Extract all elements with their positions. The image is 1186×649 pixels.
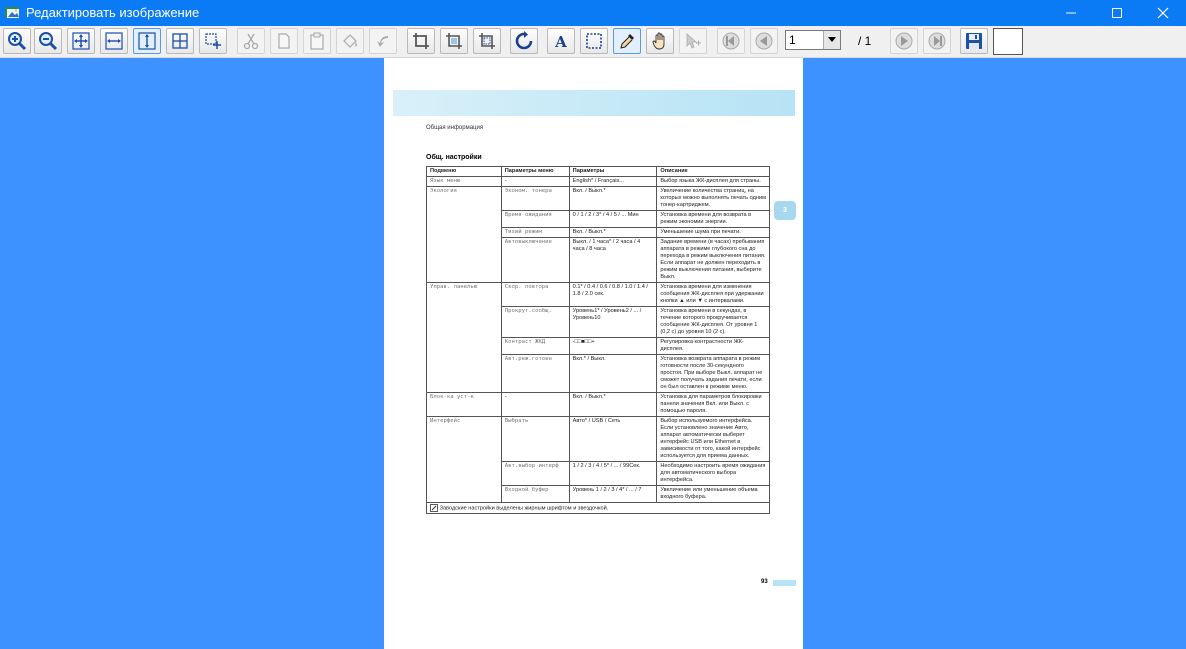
last-page-icon: [927, 31, 947, 51]
paint-bucket-icon: [340, 31, 360, 51]
table-row: [427, 187, 770, 211]
page-total: / 1: [858, 34, 872, 48]
floppy-disk-icon: [964, 31, 984, 51]
menu-param-cell: -: [501, 177, 569, 187]
cut-button[interactable]: [237, 28, 265, 54]
menu-param-cell: Контраст ЖКД: [501, 338, 569, 355]
move-page-button[interactable]: [199, 28, 227, 54]
first-page-icon: [721, 31, 741, 51]
submenu-cell: Язык меню: [427, 177, 502, 187]
paste-icon: [307, 31, 327, 51]
prev-page-button[interactable]: [750, 28, 778, 54]
menu-param-cell: Автовыключение: [501, 238, 569, 283]
fit-page-button[interactable]: [67, 28, 95, 54]
column-header: Параметры меню: [501, 167, 569, 177]
params-cell: 0.1* / 0.4 / 0.6 / 0.8 / 1.0 / 1.4 / 1.8 / 2.0 сек.: [569, 283, 657, 307]
title-bar: [0, 0, 1186, 26]
close-button[interactable]: [1140, 0, 1186, 26]
menu-param-cell: Выбрать: [501, 417, 569, 462]
fit-page-icon: [71, 31, 91, 51]
menu-param-cell: Время ожидания: [501, 211, 569, 228]
note-cell: [427, 503, 770, 514]
menu-param-cell: Входной буфер: [501, 486, 569, 503]
chapter-tab: 3: [774, 201, 796, 220]
description-cell: Установка возврата аппарата в режим готовности после 30-секундного простоя. При выборе Выкл. аппарат не сможет получать задания печати, если он был оставлен в режиме меню.: [657, 355, 770, 393]
fit-height-button[interactable]: [133, 28, 161, 54]
undo-button[interactable]: [369, 28, 397, 54]
section-title: Общая информация: [426, 125, 484, 131]
copy-button[interactable]: [270, 28, 298, 54]
grid-view-button[interactable]: [166, 28, 194, 54]
description-cell: Установка времени для изменения сообщения ЖК-дисплея при удержании кнопки ▲ или ▼ с интервалами.: [657, 283, 770, 307]
next-page-icon: [894, 31, 914, 51]
text-tool-button[interactable]: [547, 28, 575, 54]
page-number-value: 1: [789, 33, 796, 47]
params-cell: Вкл. / Выкл.*: [569, 187, 657, 211]
note-text: Заводские настройки выделены жирным шрифтом и звездочкой.: [439, 505, 609, 512]
table-row: [427, 283, 770, 307]
description-cell: Выбор используемого интерфейса. Если установлено значение Авто, аппарат автоматически выберет интерфейс USB или Ethernet в зависимости от того, какой интерфейс используется для приема данных.: [657, 417, 770, 462]
params-cell: Авто* / USB / Сеть: [569, 417, 657, 462]
menu-param-cell: -: [501, 393, 569, 417]
color-swatch[interactable]: [993, 28, 1023, 55]
description-cell: Необходимо настроить время ожидания для автоматического выбора интерфейса.: [657, 462, 770, 486]
prev-page-icon: [754, 31, 774, 51]
page-number-select[interactable]: [785, 30, 841, 50]
params-cell: Вкл. / Выкл.*: [569, 393, 657, 417]
menu-param-cell: Тихий режим: [501, 228, 569, 238]
document-page: [384, 58, 803, 649]
submenu-cell: Блок-ка уст-к: [427, 393, 502, 417]
select-tool-button[interactable]: [580, 28, 608, 54]
params-cell: Вкл. / Выкл.*: [569, 228, 657, 238]
paste-button[interactable]: [303, 28, 331, 54]
page-number: 93: [761, 579, 768, 585]
menu-param-cell: Скор. повтора: [501, 283, 569, 307]
table-note-row: [427, 503, 770, 514]
crop-select-icon: [477, 31, 497, 51]
next-page-button[interactable]: [890, 28, 918, 54]
fit-height-icon: [137, 31, 157, 51]
hand-tool-button[interactable]: [646, 28, 674, 54]
description-cell: Уменьшение шума при печати.: [657, 228, 770, 238]
column-header: Параметры: [569, 167, 657, 177]
scissors-icon: [241, 31, 261, 51]
description-cell: Установка времени в секундах, в течение которого прокручивается сообщение ЖК-дисплея. От уровня 1 (0,2 с) до уровня 10 (2 с).: [657, 307, 770, 338]
hand-icon: [650, 31, 670, 51]
move-icon: [203, 31, 223, 51]
header-band: [393, 90, 795, 116]
pointer-icon: [683, 31, 703, 51]
menu-param-cell: Прокрут.сообщ.: [501, 307, 569, 338]
description-cell: Увеличение количества страниц, на которых можно выполнять печать одним тонер-картриджем.: [657, 187, 770, 211]
minimize-button[interactable]: [1048, 0, 1094, 26]
fit-width-button[interactable]: [100, 28, 128, 54]
params-cell: Вкл.* / Выкл.: [569, 355, 657, 393]
description-cell: Увеличение или уменьшение объема входного буфера.: [657, 486, 770, 503]
eyedropper-button[interactable]: [613, 28, 641, 54]
params-cell: Выкл. / 1 часа* / 2 часа / 4 часа / 8 часа: [569, 238, 657, 283]
column-header: Описание: [657, 167, 770, 177]
table-header-row: [427, 167, 770, 177]
settings-table: [426, 166, 770, 514]
app-icon: [5, 5, 21, 20]
maximize-button[interactable]: [1094, 0, 1140, 26]
crop-button[interactable]: [407, 28, 435, 54]
submenu-cell: Управ. панелью: [427, 283, 502, 393]
table-row: [427, 417, 770, 462]
svg-text:A: A: [555, 33, 567, 51]
crop-select-button[interactable]: [473, 28, 501, 54]
save-button[interactable]: [960, 28, 988, 54]
crop-area-icon: [444, 31, 464, 51]
description-cell: Регулировка контрастности ЖК-дисплея.: [657, 338, 770, 355]
params-cell: 0 / 1 / 2 / 3* / 4 / 5 / ... Мин: [569, 211, 657, 228]
rotate-icon: [514, 31, 534, 51]
submenu-cell: Экология: [427, 187, 502, 283]
eyedropper-icon: [617, 31, 637, 51]
crop-area-button[interactable]: [440, 28, 468, 54]
params-cell: Уровень 1 / 2 / 3 / 4* / ... / 7: [569, 486, 657, 503]
fit-width-icon: [104, 31, 124, 51]
zoom-in-icon: [7, 31, 27, 51]
chevron-down-icon[interactable]: [823, 31, 840, 49]
selection-icon: [584, 31, 604, 51]
description-cell: Установка времени для возврата в режим экономии энергии.: [657, 211, 770, 228]
zoom-in-button[interactable]: [3, 28, 31, 54]
copy-icon: [274, 31, 294, 51]
note-pencil-icon: [430, 504, 438, 512]
zoom-out-icon: [38, 31, 58, 51]
rotate-button[interactable]: [510, 28, 538, 54]
toolbar: [0, 26, 1186, 58]
submenu-cell: Интерфейс: [427, 417, 502, 503]
column-header: Подменю: [427, 167, 502, 177]
params-cell: Уровень1* / Уровень2 / ... / Уровень10: [569, 307, 657, 338]
first-page-button[interactable]: [717, 28, 745, 54]
undo-icon: [373, 31, 393, 51]
fill-button[interactable]: [336, 28, 364, 54]
params-cell: 1 / 2 / 3 / 4 / 5* / ... / 99Сек.: [569, 462, 657, 486]
page-number-bar: [773, 580, 796, 586]
pointer-tool-button[interactable]: [679, 28, 707, 54]
table-heading: Общ. настройки: [426, 154, 482, 161]
description-cell: Задание времени (в часах) пребывания аппарата в режиме глубокого сна до перехода в режим выключения питания. Если аппарат не должен переходить в режим выключения питания, выберите Выкл.: [657, 238, 770, 283]
menu-param-cell: Авт.выбор интерф: [501, 462, 569, 486]
crop-icon: [411, 31, 431, 51]
window-title: Редактировать изображение: [26, 5, 200, 20]
table-row: [427, 393, 770, 417]
description-cell: Выбор языка ЖК-дисплея для страны.: [657, 177, 770, 187]
table-row: [427, 177, 770, 187]
zoom-out-button[interactable]: [34, 28, 62, 54]
params-cell: -□□■□□+: [569, 338, 657, 355]
last-page-button[interactable]: [923, 28, 951, 54]
menu-param-cell: Авт.реж.готовн: [501, 355, 569, 393]
grid-icon: [170, 31, 190, 51]
description-cell: Установка для параметров блокировки панели значения Вкл. или Выкл. с помощью пароля.: [657, 393, 770, 417]
params-cell: English* / Français...: [569, 177, 657, 187]
text-icon: [551, 31, 571, 51]
menu-param-cell: Эконом. тонера: [501, 187, 569, 211]
